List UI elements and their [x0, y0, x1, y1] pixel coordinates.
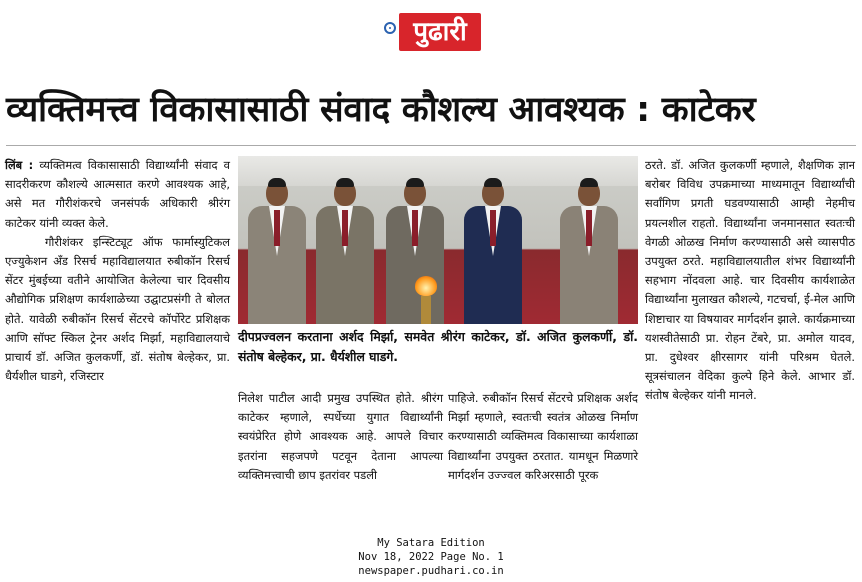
divider	[6, 145, 856, 146]
person-5	[556, 180, 622, 324]
person-4	[460, 180, 526, 324]
paragraph-2: गौरीशंकर इन्स्टिट्यूट ऑफ फार्मास्युटिकल एज्युकेशन अँड रिसर्च महाविद्यालयात रुबीकॉन रिसर्च सेंटर मुंबईच्या वतीने आयोजित केलेल्या चार दिवसीय औद्योगिक प्रशिक्षण कार्यशाळेच्या उद्घाटप्रसंगी ते बोलत होते. यावेळी रुबीकॉन रिसर्च सेंटरचे कॉर्पोरेट प्रशिक्षक आणि सॉफ्ट स्किल ट्रेनर अर्शद मिर्झा, महाविद्यालयाचे प्राचार्य डॉ. अजित कुलकर्णी, डॉ. संतोष बेल्हेकर, प्रा. धैर्यशील घाडगे, रजिस्टार	[5, 234, 230, 384]
paragraph-1-text: व्यक्तिमत्व विकासासाठी विद्यार्थ्यांनी संवाद व सादरीकरण कौशल्ये आत्मसात करणे आवश्यक आहे, असे मत गौरीशंकरचे जनसंपर्क अधिकारी श्रीरंग काटेकर यांनी व्यक्त केले.	[5, 158, 231, 230]
article-headline: व्यक्तिमत्त्व विकासासाठी संवाद कौशल्य आवश्यक : काटेकर	[6, 90, 756, 130]
person-2	[312, 180, 378, 324]
column-4-text: ठरते. डॉ. अजित कुलकर्णी म्हणाले, शैक्षणिक ज्ञान बरोबर विविध उपक्रमाच्या माध्यमातून विद्यार्थ्यांची सर्वांगिण प्रगती घडवण्यासाठी आम्ही नेहमीच प्रयत्नशील राहतो. विद्यार्थ्यांना जनमानसात स्वतःची वेगळी ओळख निर्माण करण्यासाठी असे व्यासपीठ उपयुक्त ठरते. महाविद्यालयातील शंभर विद्यार्थ्यांनी सहभाग नोंदवला आहे. चार दिवसीय कार्यशाळेत विद्यार्थ्यांना मुलाखत कौशल्ये, गटचर्चा, ई-मेल आणि शिष्टाचार या विषयावर मार्गदर्शन झाले. कार्यक्रमाच्या यशस्वीतेसाठी प्रा. रोहन टेंबरे, प्रा. अमोल यादव, प्रा. दुधेश्वर क्षीरसागर यांनी परिश्रम घेतले. सूत्रसंचालन वेदिका कुल्पे हिने केले. आभार डॉ. संतोष बेल्हेकर यांनी मानले.	[645, 158, 855, 403]
date-page-label: Nov 18, 2022 Page No. 1	[358, 551, 504, 563]
paragraph-1	[5, 156, 230, 233]
photo-caption: दीपप्रज्वलन करताना अर्शद मिर्झा, समवेत श्रीरंग काटेकर, डॉ. अजित कुलकर्णी, डॉ. संतोष बेल्हेकर, प्रा. धैर्यशील घाडगे.	[238, 329, 638, 364]
column-2-text: निलेश पाटील आदी प्रमुख उपस्थित होते. श्रीरंग काटेकर म्हणाले, स्पर्धेच्या युगात विद्यार्थ्यांनी स्वयंप्रेरित होणे आवश्यक आहे. आपले विचार इतरांना सहजपणे पटवून देताना आपल्या व्यक्तिमत्त्वाची छाप इतरांवर पडली	[238, 391, 443, 482]
event-photo	[238, 156, 638, 324]
person-1	[244, 180, 310, 324]
page-footer	[0, 536, 862, 578]
article-column-3	[448, 389, 638, 485]
masthead	[0, 0, 862, 70]
lamp-icon	[408, 276, 444, 324]
newspaper-logo: पुढारी	[399, 13, 481, 51]
edition-label: My Satara Edition	[377, 537, 485, 549]
article-column-2	[238, 389, 443, 485]
article-column-1	[5, 156, 230, 386]
article-column-4	[645, 156, 855, 406]
site-url: newspaper.pudhari.co.in	[358, 565, 504, 577]
dateline: लिंब :	[5, 158, 34, 172]
column-3-text: पाहिजे. रुबीकॉन रिसर्च सेंटरचे प्रशिक्षक अर्शद मिर्झा म्हणाले, स्वतःची स्वतंत्र ओळख निर्माण करण्यासाठी व्यक्तिमत्व विकासाच्या कार्यशाळा विद्यार्थ्यांना उपयुक्त ठरतात. यामधून मिळणारे मार्गदर्शन उज्ज्वल करिअरसाठी पूरक	[448, 391, 638, 482]
emblem-icon	[384, 22, 396, 34]
